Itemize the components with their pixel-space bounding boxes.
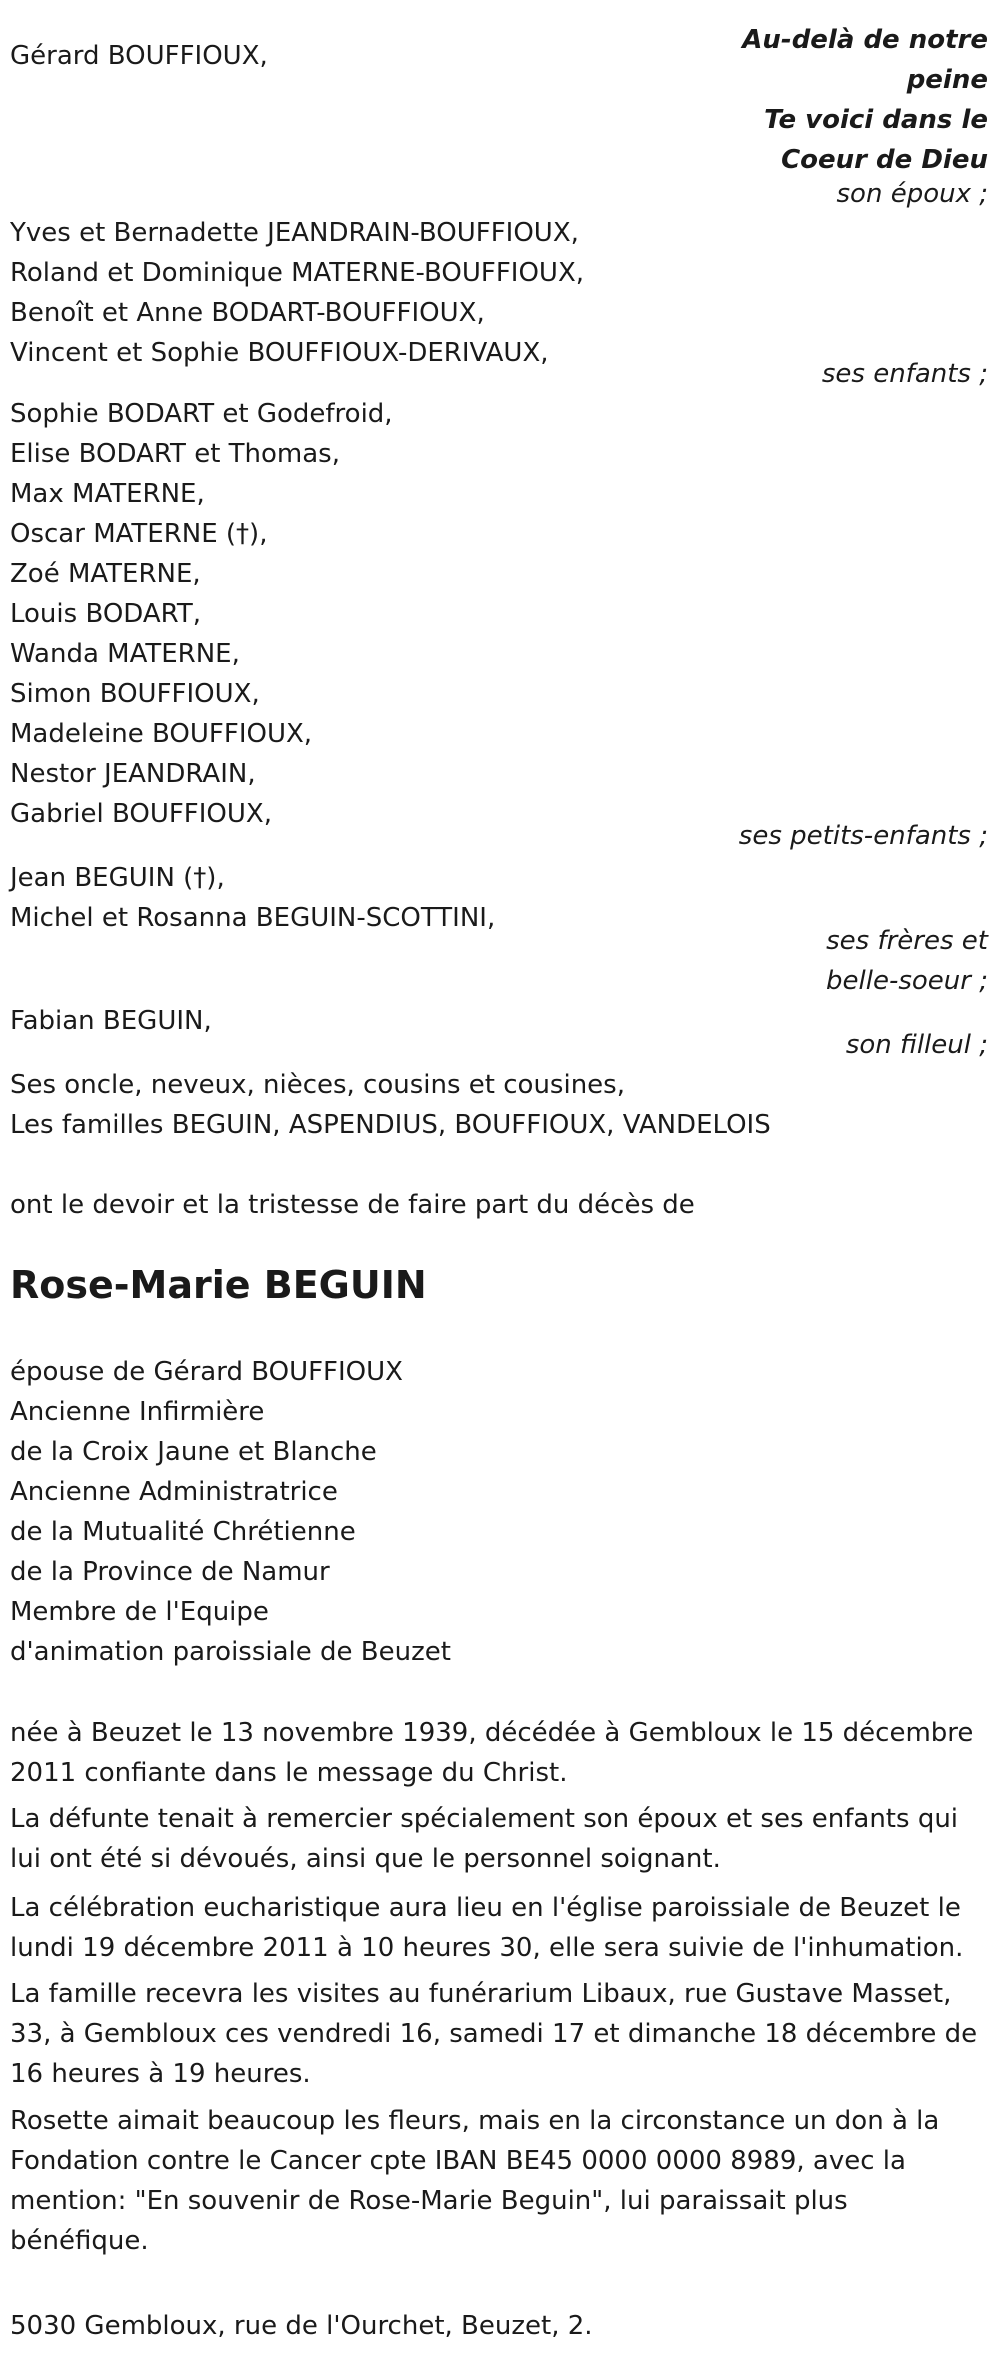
list-item: Roland et Dominique MATERNE-BOUFFIOUX, [10,258,585,288]
announcement-text: ont le devoir et la tristesse de faire part du décès de [10,1190,695,1220]
quote-line: peine [906,65,988,95]
list-item: Ses oncle, neveux, nièces, cousins et cousines, [10,1070,625,1100]
list-item: Sophie BODART et Godefroid, [10,399,393,429]
list-item: Jean BEGUIN (†), [10,863,225,893]
list-item: Benoît et Anne BODART-BOUFFIOUX, [10,298,485,328]
quote-line: Te voici dans le [764,105,988,135]
title-line: d'animation paroissiale de Beuzet [10,1637,451,1667]
quote-line: Au-delà de notre [742,25,988,55]
extended-family [10,1065,771,1145]
quote-block [742,20,988,180]
deceased-titles [10,1352,451,1672]
husband-name: Gérard BOUFFIOUX, [10,41,268,71]
siblings-list [10,858,495,938]
deceased-name: Rose-Marie BEGUIN [10,1263,427,1307]
birth-death-paragraph: née à Beuzet le 13 novembre 1939, décédée à Gembloux le 15 décembre 2011 confiante dans le message du Christ. [10,1718,974,1788]
godson-role: son filleul ; [845,1030,988,1060]
husband-role: son époux ; [836,179,988,209]
list-item: Zoé MATERNE, [10,559,201,589]
list-item: Nestor JEANDRAIN, [10,759,256,789]
children-role: ses enfants ; [821,359,988,389]
grandchildren-list [10,394,393,834]
siblings-role-line: ses frères et [826,926,988,956]
thanks-paragraph: La défunte tenait à remercier spécialement son époux et ses enfants qui lui ont été si dévoués, ainsi que le personnel soignant. [10,1804,959,1874]
list-item: Madeleine BOUFFIOUX, [10,719,313,749]
list-item: Yves et Bernadette JEANDRAIN-BOUFFIOUX, [10,218,579,248]
godson-name: Fabian BEGUIN, [10,1006,212,1036]
flowers-paragraph: Rosette aimait beaucoup les fleurs, mais en la circonstance un don à la Fondation contre le Cancer cpte IBAN BE45 0000 0000 8989, avec la mention: "En souvenir de Rose-Marie Beguin", lui paraissait plus bénéfique. [10,2106,940,2256]
list-item: Max MATERNE, [10,479,205,509]
title-line: épouse de Gérard BOUFFIOUX [10,1357,403,1387]
title-line: Ancienne Administratrice [10,1477,338,1507]
list-item: Oscar MATERNE (†), [10,519,268,549]
visits-paragraph: La famille recevra les visites au funérarium Libaux, rue Gustave Masset, 33, à Gembloux ces vendredi 16, samedi 17 et dimanche 18 décembre de 16 heures à 19 heures. [10,1979,978,2089]
grandchildren-role: ses petits-enfants ; [738,821,988,851]
title-line: de la Mutualité Chrétienne [10,1517,356,1547]
list-item: Elise BODART et Thomas, [10,439,340,469]
title-line: de la Province de Namur [10,1557,330,1587]
list-item: Michel et Rosanna BEGUIN-SCOTTINI, [10,903,496,933]
list-item: Les familles BEGUIN, ASPENDIUS, BOUFFIOUX, VANDELOIS [10,1110,771,1140]
list-item: Wanda MATERNE, [10,639,240,669]
ceremony-paragraph: La célébration eucharistique aura lieu en l'église paroissiale de Beuzet le lundi 19 décembre 2011 à 10 heures 30, elle sera suivie de l'inhumation. [10,1893,964,1963]
children-list [10,213,584,373]
list-item: Simon BOUFFIOUX, [10,679,260,709]
list-item: Vincent et Sophie BOUFFIOUX-DERIVAUX, [10,338,549,368]
list-item: Louis BODART, [10,599,201,629]
quote-line: Coeur de Dieu [781,145,988,175]
siblings-role [826,921,988,1001]
list-item: Gabriel BOUFFIOUX, [10,799,273,829]
title-line: de la Croix Jaune et Blanche [10,1437,377,1467]
title-line: Membre de l'Equipe [10,1597,269,1627]
title-line: Ancienne Infirmière [10,1397,265,1427]
siblings-role-line: belle-soeur ; [826,966,988,996]
address: 5030 Gembloux, rue de l'Ourchet, Beuzet, 2. [10,2311,593,2341]
